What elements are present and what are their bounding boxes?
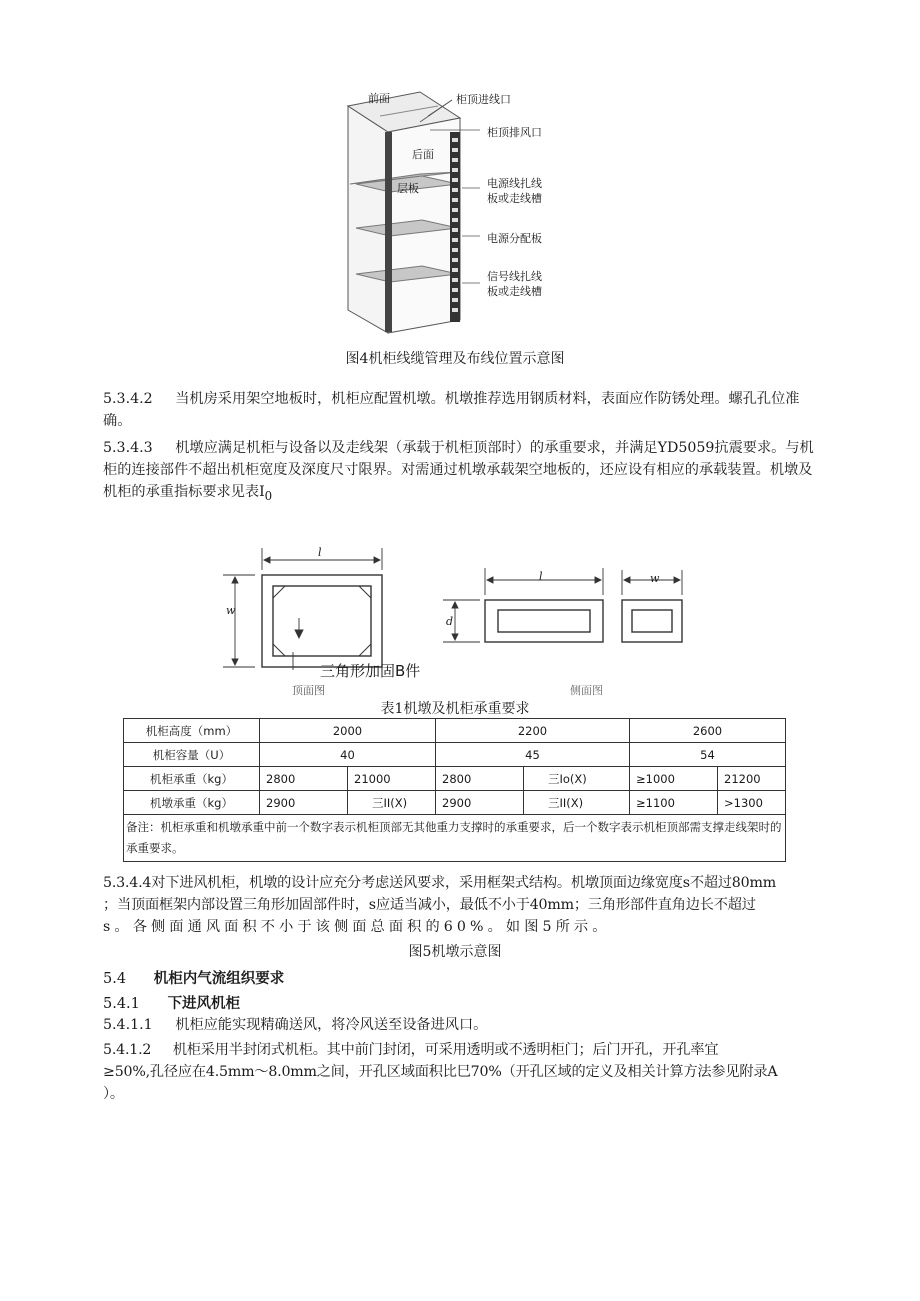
cell: 21200: [718, 767, 786, 791]
table-row: [124, 791, 786, 815]
table1-caption: 表1机墩及机柜承重要求: [380, 701, 530, 717]
cell: 三II(X): [524, 791, 630, 815]
p54112-line2: ≥50%,孔径应在4.5mm～8.0mm之间，开孔区域面积比巳70%（开孔区域的定义及相关计算方法参见附录A: [103, 1064, 778, 1080]
fig4-label-shelf: 层板: [397, 182, 419, 195]
cell: 2200: [436, 719, 630, 743]
table1-note: 备注：机柜承重和机墩承重中前一个数字表示机柜顶部无其他重力支撑时的承重要求，后一个数字表示机柜顶部需支撑走线架时的承重要求。: [124, 815, 786, 862]
clause-text: 机柜应能实现精确送风，将冷风送至设备进风口。: [175, 1017, 488, 1033]
cell: 2800: [260, 767, 348, 791]
p54112-line1: [103, 1039, 823, 1061]
clause-text: 机柜采用半封闭式机柜。其中前门封闭，可采用透明或不透明柜门；后门开孔，开孔率宜: [172, 1042, 719, 1058]
paragraph-5-4-1-1: [103, 1014, 815, 1036]
cell: 2900: [260, 791, 348, 815]
p5344-line3: s 。 各 侧 面 通 风 面 积 不 小 于 该 侧 面 总 面 积 的 6 0 % 。 如 图 5 所 示 。: [103, 919, 607, 935]
fig5-triangle-label: 三角形加固B件: [320, 662, 421, 680]
clause-number: 5.4.1.1: [103, 1017, 153, 1033]
clause-text: 当机房采用架空地板时，机柜应配置机墩。机墩推荐选用钢质材料，表面应作防锈处理。螺孔孔位准确。: [103, 391, 800, 429]
fig4-label-power-tray-1: 电源线扎线: [487, 177, 542, 190]
fig4-label-rear: 后面: [412, 148, 434, 161]
p5344-line1: 5.3.4.4对下进风机柜，机墩的设计应充分考虑送风要求，采用框架式结构。机墩顶面边缘宽度s不超过80mm: [103, 875, 776, 891]
paragraph-5-3-4-3: [103, 437, 815, 507]
cell: 21000: [348, 767, 436, 791]
cell: 2000: [260, 719, 436, 743]
row-label-pier-load: 机墩承重（kg）: [124, 791, 260, 815]
fig5-dim-side-short: w: [650, 572, 660, 585]
cell: 40: [260, 743, 436, 767]
table-row: [124, 815, 786, 862]
table-row: [124, 743, 786, 767]
fig5-top-view-label: 顶面图: [292, 684, 325, 697]
cell: 2800: [436, 767, 524, 791]
fig5-dim-top-l: l: [318, 546, 322, 559]
section-number: 5.4: [103, 971, 127, 987]
clause-number: 5.3.4.2: [103, 391, 153, 407]
fig4-label-signal-tray-2: 板或走线槽: [487, 285, 542, 298]
fig5-dim-depth-d: d: [446, 615, 454, 628]
fig5-side-view-label: 侧面图: [570, 684, 603, 697]
section-5-4-heading: [103, 967, 284, 988]
cell: 45: [436, 743, 630, 767]
section-title: 下进风机柜: [167, 996, 241, 1012]
section-title: 机柜内气流组织要求: [153, 971, 285, 987]
row-label-capacity: 机柜容量（U）: [124, 743, 260, 767]
p5344-line2: ；当顶面框架内部设置三角形加固部件时，s应适当减小，最低不小于40mm；三角形部件直角边长不超过: [103, 897, 756, 913]
fig4-label-top-cable-inlet: 柜顶进线口: [456, 93, 511, 106]
figure5-pier-diagram: [215, 540, 695, 700]
paragraph-5-4-1-2: [103, 1039, 823, 1105]
fig4-label-power-distribution: 电源分配板: [487, 232, 542, 245]
clause-text: 机墩应满足机柜与设备以及走线架（承载于机柜顶部时）的承重要求，并满足YD5059抗震要求。与机柜的连接部件不超出机柜宽度及深度尺寸限界。对需通过机墩承载架空地板的，还应设有相应的承载装置。机墩及机柜的承重指标要求见表I: [103, 440, 814, 500]
figure4-caption: 图4机柜线缆管理及布线位置示意图: [345, 351, 565, 367]
cell: >1300: [718, 791, 786, 815]
clause-number: 5.3.4.3: [103, 440, 153, 456]
fig5-dim-side-l: l: [539, 570, 543, 583]
cell: ≥1100: [630, 791, 718, 815]
figure5-caption: 图5机墩示意图: [408, 944, 502, 960]
fig4-label-signal-tray-1: 信号线扎线: [487, 270, 542, 283]
table1-load-requirements: [123, 718, 786, 862]
table-row: [124, 719, 786, 743]
cell: 三II(X): [348, 791, 436, 815]
paragraph-5-3-4-2: [103, 388, 815, 432]
fig4-label-power-tray-2: 板或走线槽: [487, 192, 542, 205]
fig5-dim-side-w: w: [226, 604, 236, 617]
section-5-4-1-heading: [103, 992, 240, 1013]
row-label-cabinet-load: 机柜承重（kg）: [124, 767, 260, 791]
cell: 54: [630, 743, 786, 767]
row-label-height: 机柜高度（mm）: [124, 719, 260, 743]
cell: ≥1000: [630, 767, 718, 791]
cell: 2900: [436, 791, 524, 815]
paragraph-5-3-4-4: [103, 872, 823, 938]
clause-subscript: 0: [264, 488, 273, 503]
table-row: [124, 767, 786, 791]
fig4-label-top-exhaust: 柜顶排风口: [487, 126, 542, 139]
cell: 2600: [630, 719, 786, 743]
fig4-label-front: 前面: [368, 92, 390, 105]
clause-number: 5.4.1.2: [103, 1042, 152, 1058]
section-number: 5.4.1: [103, 996, 140, 1012]
p54112-line3: ）。: [103, 1086, 124, 1102]
cell: 三Io(X): [524, 767, 630, 791]
